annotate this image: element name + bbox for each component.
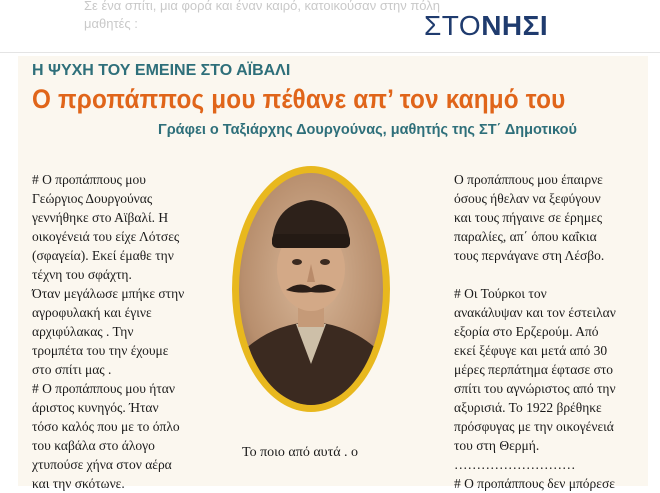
left-column-line: άριστος κυνηγός. Ήταν	[32, 400, 159, 415]
left-column-line: του καβάλα στο άλογο	[32, 438, 155, 453]
portrait-photo	[230, 164, 392, 414]
left-column-line: γεννήθηκε στο Αϊβαλί. Η	[32, 210, 169, 225]
faded-header-line-1: Σε ένα σπίτι, μια φορά και έναν καιρό, κατοικούσαν στην πόλη	[84, 0, 440, 13]
right-column-line: Ο προπάππους μου έπαιρνε	[454, 172, 603, 187]
article-kicker: Η ΨΥΧΗ ΤΟΥ ΕΜΕΙΝΕ ΣΤΟ ΑΪΒΑΛΙ	[32, 62, 291, 79]
left-column-line: τρομπέτα του την έχουμε	[32, 343, 169, 358]
left-column-line: χτυπούσε χήνα στον αέρα	[32, 457, 172, 472]
left-column-line: και την σκότωνε.	[32, 476, 125, 491]
site-header	[0, 0, 660, 50]
article-byline: Γράφει ο Ταξιάρχης Δουργούνας, μαθητής της ΣΤ΄ Δημοτικού	[158, 122, 577, 138]
left-column-line: (σφαγεία). Εκεί έμαθε την	[32, 248, 174, 263]
right-column-line: ………………………	[454, 457, 576, 472]
right-column-line: πρόσφυγας με την οικογένειά	[454, 419, 614, 434]
left-column-line: αρχιφύλακας . Την	[32, 324, 134, 339]
paragraph-gap	[454, 265, 646, 284]
right-column-line: παραλίες, απ΄ όπου καΐκια	[454, 229, 597, 244]
left-column-line: # Ο προπάππους μου	[32, 172, 146, 187]
right-column-line: όσους ήθελαν να ξεφύγουν	[454, 191, 601, 206]
newspaper-clipping	[18, 56, 648, 491]
left-column-line: Γεώργιος Δουργούνας	[32, 191, 153, 206]
logo-part-thin: ΣΤΟ	[424, 10, 482, 41]
right-column-line: μέρες περπάτημα έφτασε στο	[454, 362, 614, 377]
left-column-line: # Ο προπάππους μου ήταν	[32, 381, 175, 396]
photo-caption: Το ποιο από αυτά . ο	[242, 445, 359, 460]
article-headline: Ο προπάππος μου πέθανε απ’ τον καημό του	[32, 84, 566, 114]
portrait-image	[230, 164, 392, 414]
left-column-line: οικογένειά του είχε Λότσες	[32, 229, 180, 244]
left-column-line: τόσο καλός που με το όπλο	[32, 419, 180, 434]
right-column-line: ανακάλυψαν και τον έστειλαν	[454, 305, 616, 320]
right-column-line: εκεί ξέφυγε και μετά από 30	[454, 343, 608, 358]
right-column-line: σπίτι του αγνώριστος από την	[454, 381, 616, 396]
faded-header-line-2: μαθητές :	[84, 16, 138, 31]
header-divider	[0, 52, 660, 53]
site-logo[interactable]	[424, 10, 548, 42]
right-column-line: # Οι Τούρκοι τον	[454, 286, 547, 301]
right-column-line: αξυρισιά. Το 1922 βρέθηκε	[454, 400, 602, 415]
right-column-line: του στη Θερμή.	[454, 438, 540, 453]
left-column-line: Όταν μεγάλωσε μπήκε στην	[32, 286, 185, 301]
left-column	[32, 170, 228, 493]
left-column-line: τέχνη του σφάχτη.	[32, 267, 132, 282]
right-column-line: τους περνάγανε στη Λέσβο.	[454, 248, 605, 263]
logo-part-bold: ΝΗΣΙ	[481, 10, 549, 41]
right-column-line: εξορία στο Ερζερούμ. Από	[454, 324, 599, 339]
left-column-line: στο σπίτι μας .	[32, 362, 112, 377]
left-column-line: αγροφυλακή και έγινε	[32, 305, 152, 320]
right-column-line: και τους πήγαινε σε έρημες	[454, 210, 603, 225]
right-column-line: # Ο προπάππους δεν μπόρεσε	[454, 476, 615, 491]
right-column	[454, 170, 646, 493]
